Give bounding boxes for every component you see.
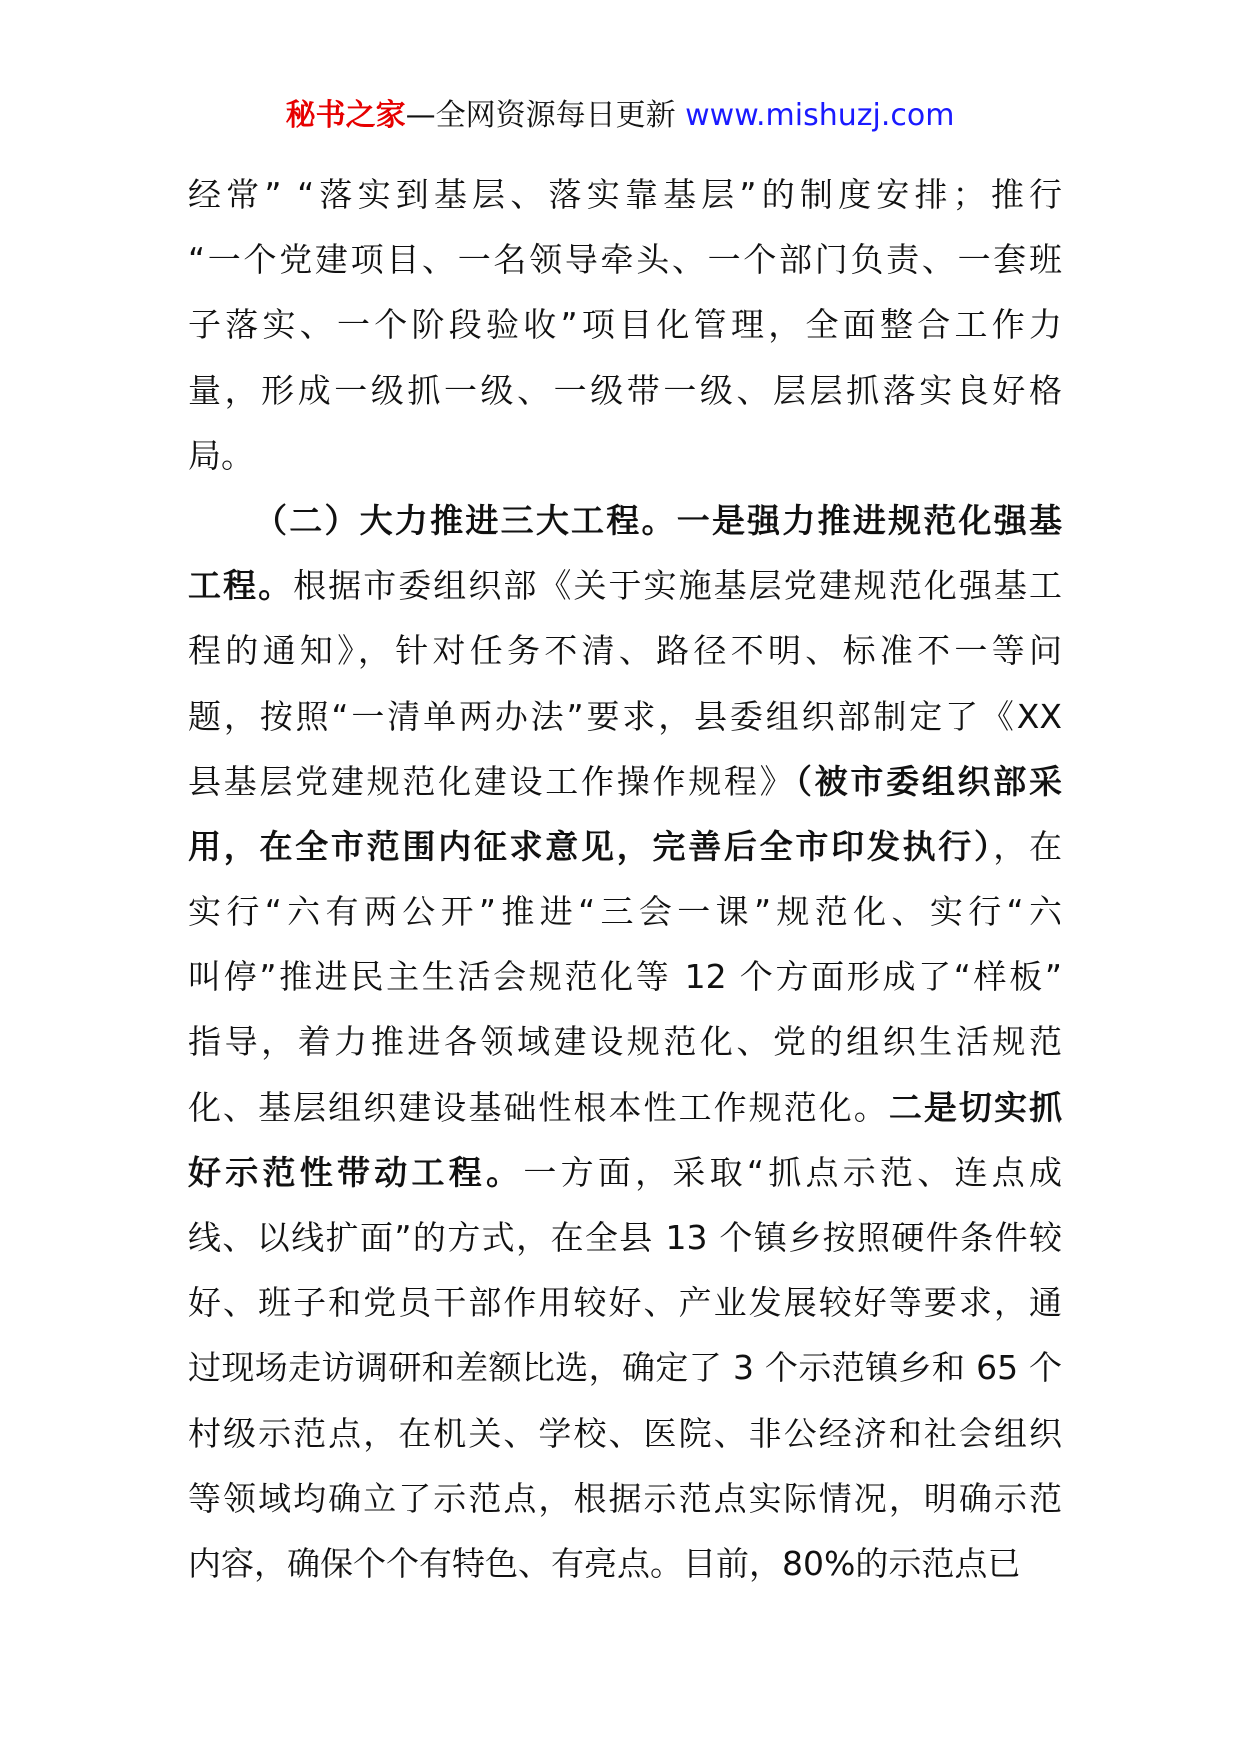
text-line [188,1075,1062,1140]
text-segment: 局。 [188,435,254,475]
bold-text-segment: 用，在全市范围内征求意见，完善后全市印发执行） [188,826,994,866]
text-line [188,358,1062,423]
brand-name: 秘书之家 [285,98,406,133]
text-line [188,749,1062,814]
text-segment: 内容，确保个个有特色、有亮点。目前，80%的示范点已 [188,1543,1021,1583]
text-segment: 等领域均确立了示范点，根据示范点实际情况，明确示范 [188,1478,1062,1518]
text-line [188,1140,1062,1205]
text-line [188,684,1062,749]
text-line [188,944,1062,1009]
text-segment: 子落实、一个阶段验收”项目化管理，全面整合工作力 [188,305,1062,345]
text-line [188,1531,1062,1596]
text-segment: 线、以线扩面”的方式，在全县 13 个镇乡按照硬件条件较 [188,1218,1062,1257]
bold-text-segment: 好示范性带动工程。 [188,1152,524,1192]
bold-text-segment: （被市委组织部采 [795,761,1062,801]
text-segment: ，在 [993,826,1062,866]
text-line [188,553,1062,618]
text-line [188,423,1062,488]
text-segment: 题，按照“一清单两办法”要求，县委组织部制定了《XX [188,696,1062,736]
document-body [188,162,1062,1596]
text-segment: 一方面，采取“抓点示范、连点成 [523,1152,1062,1192]
text-line [188,227,1062,292]
site-url-link[interactable]: www.mishuzj.com [685,98,955,133]
text-segment: 村级示范点，在机关、学校、医院、非公经济和社会组织 [188,1413,1062,1453]
text-segment: “一个党建项目、一名领导牵头、一个部门负责、一套班 [188,240,1062,280]
text-line [188,1205,1062,1270]
text-segment: 经常” “落实到基层、落实靠基层”的制度安排；推行 [188,175,1062,214]
text-line [188,814,1062,879]
text-segment: 好、班子和党员干部作用较好、产业发展较好等要求，通 [188,1283,1062,1323]
text-line [188,1401,1062,1466]
text-segment: 过现场走访调研和差额比选，确定了 3 个示范镇乡和 65 个 [188,1348,1062,1388]
site-tagline: —全网资源每日更新 [405,98,676,133]
bold-text-segment: （二）大力推进三大工程。一是强力推进规范化强基 [254,500,1062,540]
text-line [188,1009,1062,1074]
text-line [188,1270,1062,1335]
text-segment: 量，形成一级抓一级、一级带一级、层层抓落实良好格 [188,370,1062,410]
text-line [188,618,1062,683]
text-segment: 县基层党建规范化建设工作操作规程》 [188,761,796,801]
text-segment: 根据市委组织部《关于实施基层党建规范化强基工 [293,566,1062,606]
text-segment: 叫停”推进民主生活会规范化等 12 个方面形成了“样板” [188,957,1062,997]
text-segment: 实行“六有两公开”推进“三会一课”规范化、实行“六 [188,892,1062,932]
text-line [188,162,1062,227]
text-line [188,879,1062,944]
bold-text-segment: 二是切实抓 [888,1087,1062,1127]
text-line [188,1466,1062,1531]
text-segment: 化、基层组织建设基础性根本性工作规范化。 [188,1087,889,1127]
bold-text-segment: 工程。 [188,566,294,606]
text-line [188,292,1062,357]
text-segment: 程的通知》，针对任务不清、路径不明、标准不一等问 [188,631,1062,671]
site-header [0,96,1240,136]
text-line [188,1335,1062,1400]
text-segment: 指导，着力推进各领域建设规范化、党的组织生活规范 [188,1022,1062,1062]
text-line [188,488,1062,553]
